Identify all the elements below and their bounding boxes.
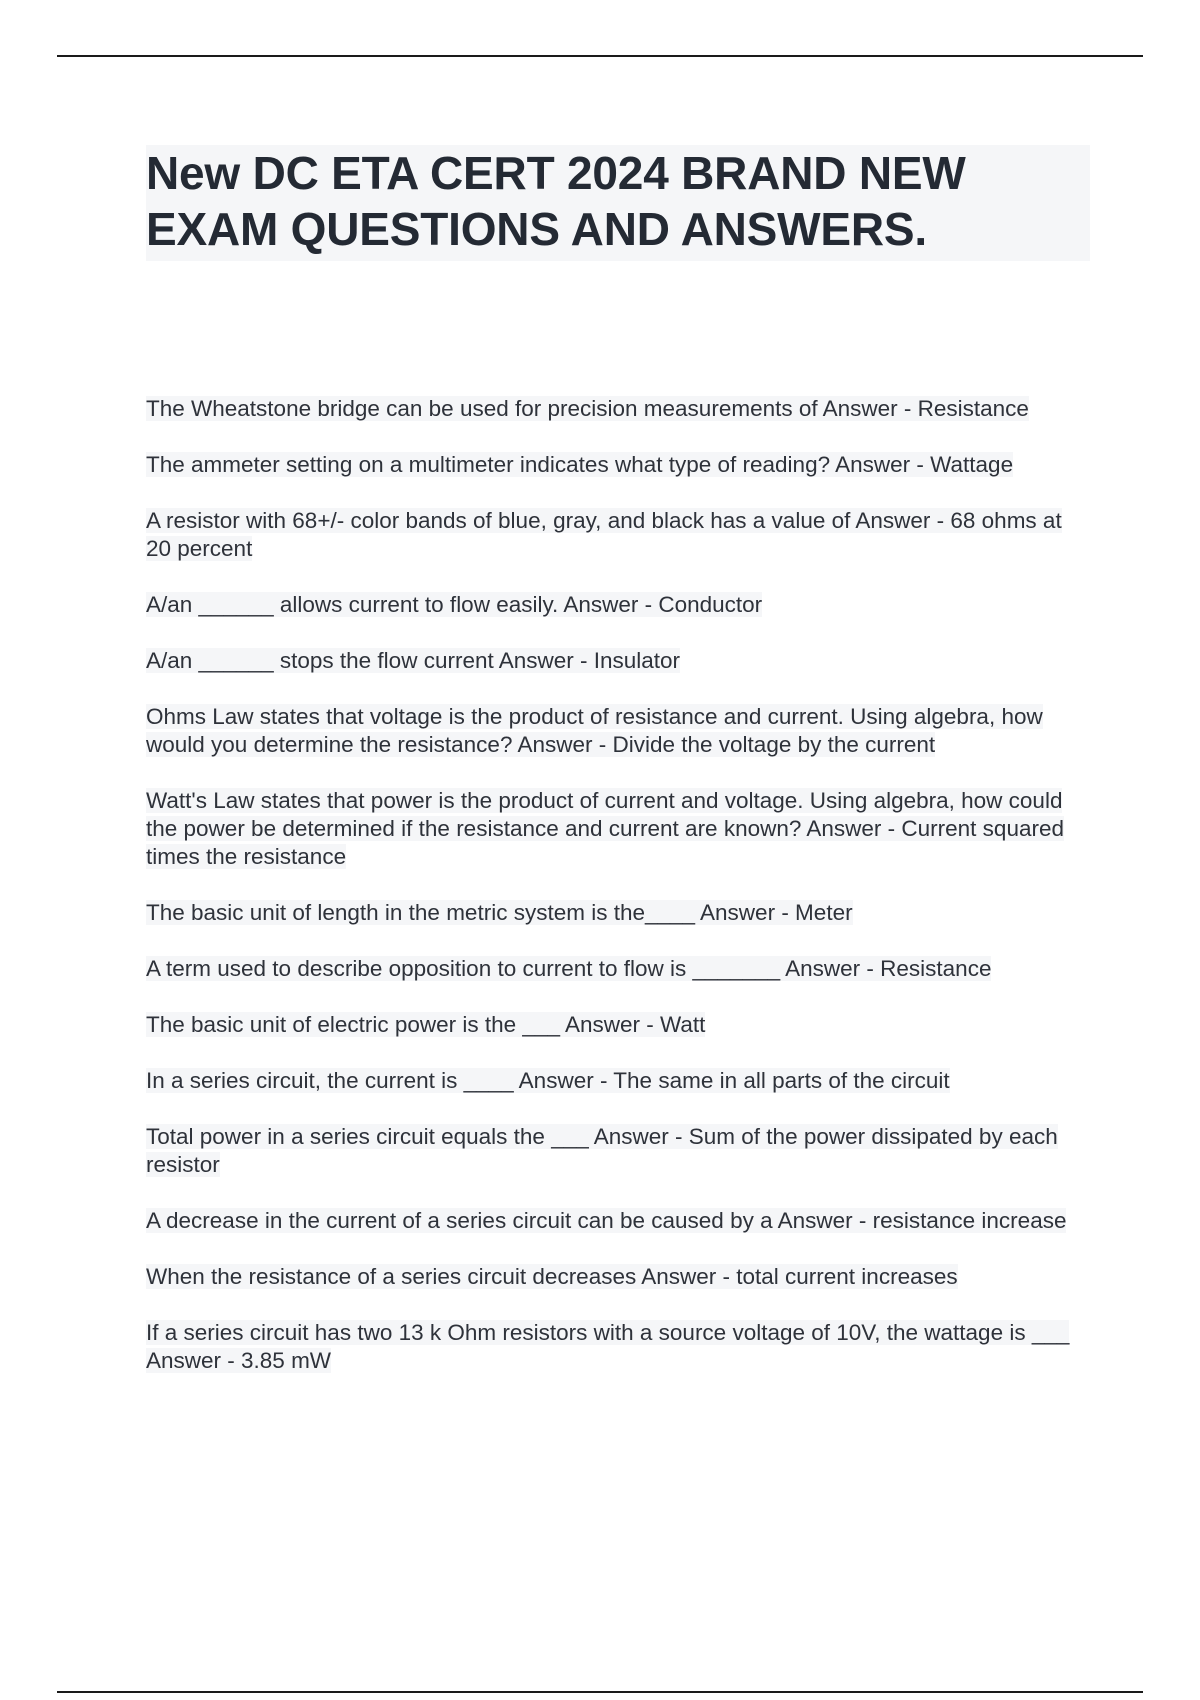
qa-list [146, 395, 1090, 1403]
title-heading [146, 145, 1090, 257]
qa-item [146, 1263, 1090, 1291]
qa-item [146, 451, 1090, 479]
qa-text: In a series circuit, the current is ____ Answer - The same in all parts of the circuit [146, 1068, 950, 1093]
qa-text: The basic unit of electric power is the ___ Answer - Watt [146, 1012, 706, 1037]
qa-text: Total power in a series circuit equals the ___ Answer - Sum of the power dissipated by each resistor [146, 1124, 1058, 1177]
qa-item [146, 591, 1090, 619]
qa-text: A decrease in the current of a series circuit can be caused by a Answer - resistance increase [146, 1208, 1067, 1233]
top-rule [57, 55, 1143, 57]
qa-text: The ammeter setting on a multimeter indicates what type of reading? Answer - Wattage [146, 452, 1014, 477]
qa-text: The basic unit of length in the metric system is the____ Answer - Meter [146, 900, 853, 925]
qa-item [146, 1123, 1090, 1179]
qa-item [146, 1319, 1090, 1375]
qa-text: A/an ______ stops the flow current Answer - Insulator [146, 648, 681, 673]
qa-item [146, 1067, 1090, 1095]
qa-item [146, 395, 1090, 423]
qa-text: The Wheatstone bridge can be used for precision measurements of Answer - Resistance [146, 396, 1029, 421]
title-line-2: EXAM QUESTIONS AND ANSWERS. [146, 203, 927, 255]
title-line-1: New DC ETA CERT 2024 BRAND NEW [146, 147, 966, 199]
document-title [146, 145, 1090, 261]
qa-item [146, 1011, 1090, 1039]
qa-item [146, 955, 1090, 983]
qa-text: When the resistance of a series circuit decreases Answer - total current increases [146, 1264, 958, 1289]
qa-item [146, 787, 1090, 871]
qa-item [146, 647, 1090, 675]
qa-item [146, 899, 1090, 927]
qa-text: Ohms Law states that voltage is the product of resistance and current. Using algebra, how would you determine the resistance? Answer - Divide the voltage by the current [146, 704, 1043, 757]
qa-item [146, 507, 1090, 563]
qa-text: A/an ______ allows current to flow easily. Answer - Conductor [146, 592, 763, 617]
qa-text: If a series circuit has two 13 k Ohm resistors with a source voltage of 10V, the wattage is ___ Answer - 3.85 mW [146, 1320, 1070, 1373]
qa-item [146, 703, 1090, 759]
qa-text: Watt's Law states that power is the product of current and voltage. Using algebra, how could the power be determined if the resistance and current are known? Answer - Current squared times the resistance [146, 788, 1064, 869]
bottom-rule [57, 1691, 1143, 1693]
qa-text: A term used to describe opposition to current to flow is _______ Answer - Resistance [146, 956, 992, 981]
qa-item [146, 1207, 1090, 1235]
qa-text: A resistor with 68+/- color bands of blue, gray, and black has a value of Answer - 68 ohms at 20 percent [146, 508, 1062, 561]
